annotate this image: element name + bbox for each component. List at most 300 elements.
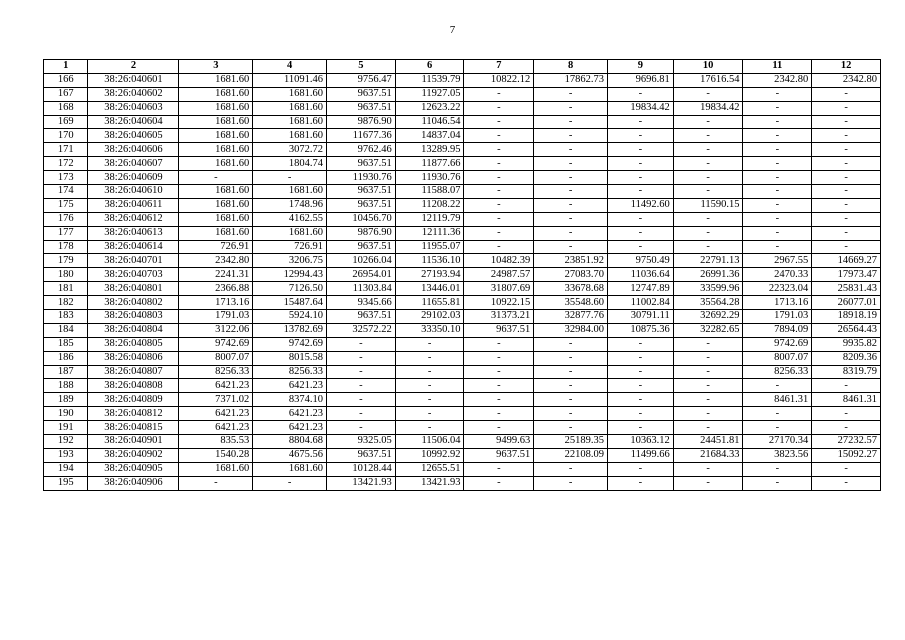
value-cell: 10875.36 (608, 323, 674, 337)
value-cell: - (743, 157, 812, 171)
cadastral-number-cell: 38:26:040905 (88, 462, 179, 476)
value-cell: - (673, 157, 743, 171)
value-cell: 6421.23 (179, 421, 253, 435)
value-cell: 6421.23 (253, 421, 327, 435)
value-cell: 19834.42 (608, 101, 674, 115)
value-cell: 22323.04 (743, 282, 812, 296)
value-cell: - (395, 365, 464, 379)
value-cell: - (608, 212, 674, 226)
value-cell: 9876.90 (327, 115, 396, 129)
value-cell: - (464, 171, 534, 185)
value-cell: - (534, 421, 608, 435)
value-cell: - (534, 351, 608, 365)
value-cell: - (743, 101, 812, 115)
cadastral-number-cell: 38:26:040808 (88, 379, 179, 393)
value-cell: 1681.60 (253, 87, 327, 101)
value-cell: 11539.79 (395, 73, 464, 87)
cadastral-number-cell: 38:26:040610 (88, 185, 179, 199)
cadastral-number-cell: 38:26:040906 (88, 476, 179, 490)
value-cell: 9325.05 (327, 435, 396, 449)
value-cell: 9750.49 (608, 254, 674, 268)
value-cell: 1681.60 (253, 129, 327, 143)
value-cell: 1681.60 (179, 101, 253, 115)
value-cell: 26077.01 (812, 296, 881, 310)
table-row (44, 407, 881, 421)
table-row (44, 115, 881, 129)
value-cell: - (464, 393, 534, 407)
value-cell: 27232.57 (812, 435, 881, 449)
value-cell: 2342.80 (743, 73, 812, 87)
value-cell: - (253, 171, 327, 185)
value-cell: - (534, 407, 608, 421)
table-row (44, 212, 881, 226)
value-cell: 2241.31 (179, 268, 253, 282)
value-cell: - (534, 143, 608, 157)
value-cell: 9637.51 (464, 448, 534, 462)
value-cell: 726.91 (179, 240, 253, 254)
value-cell: 7894.09 (743, 323, 812, 337)
value-cell: 35564.28 (673, 296, 743, 310)
value-cell: - (534, 337, 608, 351)
value-cell: - (464, 462, 534, 476)
value-cell: - (812, 129, 881, 143)
cadastral-number-cell: 38:26:040604 (88, 115, 179, 129)
value-cell: 7126.50 (253, 282, 327, 296)
table-row (44, 435, 881, 449)
value-cell: - (327, 393, 396, 407)
value-cell: 19834.42 (673, 101, 743, 115)
value-cell: 8804.68 (253, 435, 327, 449)
row-number-cell: 170 (44, 129, 88, 143)
value-cell: - (395, 393, 464, 407)
value-cell: - (673, 240, 743, 254)
header-row (44, 60, 881, 74)
value-cell: 17862.73 (534, 73, 608, 87)
column-header: 10 (673, 60, 743, 74)
row-number-cell: 176 (44, 212, 88, 226)
table-row (44, 393, 881, 407)
table-row (44, 87, 881, 101)
value-cell: - (534, 115, 608, 129)
value-cell: 1681.60 (179, 185, 253, 199)
value-cell: - (608, 462, 674, 476)
row-number-cell: 194 (44, 462, 88, 476)
cadastral-number-cell: 38:26:040701 (88, 254, 179, 268)
value-cell: 26564.43 (812, 323, 881, 337)
value-cell: - (327, 337, 396, 351)
value-cell: 9637.51 (327, 240, 396, 254)
cadastral-number-cell: 38:26:040812 (88, 407, 179, 421)
value-cell: 9756.47 (327, 73, 396, 87)
row-number-cell: 173 (44, 171, 88, 185)
value-cell: - (608, 393, 674, 407)
value-cell: - (464, 87, 534, 101)
value-cell: - (327, 365, 396, 379)
value-cell: 1791.03 (179, 310, 253, 324)
value-cell: 3072.72 (253, 143, 327, 157)
value-cell: 13782.69 (253, 323, 327, 337)
value-cell: 11303.84 (327, 282, 396, 296)
value-cell: - (464, 379, 534, 393)
cadastral-number-cell: 38:26:040607 (88, 157, 179, 171)
value-cell: 13289.95 (395, 143, 464, 157)
cadastral-number-cell: 38:26:040602 (88, 87, 179, 101)
value-cell: 12655.51 (395, 462, 464, 476)
column-header: 2 (88, 60, 179, 74)
value-cell: 11036.64 (608, 268, 674, 282)
value-cell: - (327, 421, 396, 435)
table-row (44, 268, 881, 282)
table-row (44, 337, 881, 351)
value-cell: 2470.33 (743, 268, 812, 282)
value-cell: - (608, 87, 674, 101)
value-cell: - (743, 129, 812, 143)
table-row (44, 323, 881, 337)
cadastral-number-cell: 38:26:040902 (88, 448, 179, 462)
table-row (44, 254, 881, 268)
value-cell: - (673, 115, 743, 129)
cadastral-number-cell: 38:26:040802 (88, 296, 179, 310)
value-cell: 24987.57 (464, 268, 534, 282)
value-cell: 8209.36 (812, 351, 881, 365)
value-cell: - (743, 87, 812, 101)
value-cell: 1681.60 (253, 101, 327, 115)
value-cell: - (464, 157, 534, 171)
row-number-cell: 190 (44, 407, 88, 421)
value-cell: 10482.39 (464, 254, 534, 268)
value-cell: - (608, 365, 674, 379)
value-cell: - (534, 101, 608, 115)
cadastral-number-cell: 38:26:040609 (88, 171, 179, 185)
table-row (44, 462, 881, 476)
value-cell: - (395, 337, 464, 351)
value-cell: 10363.12 (608, 435, 674, 449)
value-cell: 10266.04 (327, 254, 396, 268)
value-cell: - (743, 421, 812, 435)
value-cell: - (464, 185, 534, 199)
cadastral-number-cell: 38:26:040801 (88, 282, 179, 296)
value-cell: - (534, 365, 608, 379)
value-cell: 35548.60 (534, 296, 608, 310)
value-cell: 27170.34 (743, 435, 812, 449)
value-cell: - (673, 212, 743, 226)
value-cell: - (464, 115, 534, 129)
cadastral-number-cell: 38:26:040612 (88, 212, 179, 226)
value-cell: - (534, 198, 608, 212)
value-cell: 13421.93 (327, 476, 396, 490)
value-cell: 11492.60 (608, 198, 674, 212)
table-body (44, 73, 881, 490)
value-cell: - (464, 351, 534, 365)
value-cell: - (253, 476, 327, 490)
value-cell: - (464, 101, 534, 115)
value-cell: - (812, 198, 881, 212)
column-header: 3 (179, 60, 253, 74)
value-cell: 32984.00 (534, 323, 608, 337)
value-cell: 8461.31 (743, 393, 812, 407)
table-row (44, 296, 881, 310)
value-cell: 32572.22 (327, 323, 396, 337)
cadastral-number-cell: 38:26:040613 (88, 226, 179, 240)
cadastral-number-cell: 38:26:040815 (88, 421, 179, 435)
value-cell: 23851.92 (534, 254, 608, 268)
value-cell: 8319.79 (812, 365, 881, 379)
value-cell: 1681.60 (179, 143, 253, 157)
value-cell: - (743, 379, 812, 393)
value-cell: 11955.07 (395, 240, 464, 254)
value-cell: 13421.93 (395, 476, 464, 490)
value-cell: - (534, 185, 608, 199)
row-number-cell: 183 (44, 310, 88, 324)
value-cell: 11677.36 (327, 129, 396, 143)
value-cell: - (464, 129, 534, 143)
value-cell: 8461.31 (812, 393, 881, 407)
value-cell: - (464, 476, 534, 490)
value-cell: 8015.58 (253, 351, 327, 365)
value-cell: - (673, 462, 743, 476)
value-cell: - (673, 407, 743, 421)
table-row (44, 351, 881, 365)
row-number-cell: 195 (44, 476, 88, 490)
value-cell: - (534, 157, 608, 171)
value-cell: - (673, 365, 743, 379)
table-row (44, 476, 881, 490)
table-row (44, 185, 881, 199)
value-cell: 1681.60 (179, 198, 253, 212)
value-cell: - (743, 171, 812, 185)
row-number-cell: 172 (44, 157, 88, 171)
value-cell: 26991.36 (673, 268, 743, 282)
value-cell: - (327, 351, 396, 365)
row-number-cell: 167 (44, 87, 88, 101)
value-cell: - (812, 143, 881, 157)
value-cell: 11091.46 (253, 73, 327, 87)
row-number-cell: 174 (44, 185, 88, 199)
value-cell: 22791.13 (673, 254, 743, 268)
table-row (44, 226, 881, 240)
table-row (44, 171, 881, 185)
value-cell: - (743, 143, 812, 157)
value-cell: 8007.07 (179, 351, 253, 365)
column-header: 5 (327, 60, 396, 74)
value-cell: 14669.27 (812, 254, 881, 268)
table-row (44, 310, 881, 324)
value-cell: 27083.70 (534, 268, 608, 282)
value-cell: 11499.66 (608, 448, 674, 462)
value-cell: 24451.81 (673, 435, 743, 449)
value-cell: - (534, 379, 608, 393)
value-cell: 17973.47 (812, 268, 881, 282)
table-row (44, 73, 881, 87)
value-cell: - (673, 351, 743, 365)
value-cell: 726.91 (253, 240, 327, 254)
row-number-cell: 180 (44, 268, 88, 282)
value-cell: - (395, 379, 464, 393)
value-cell: 9345.66 (327, 296, 396, 310)
value-cell: 33350.10 (395, 323, 464, 337)
value-cell: 8256.33 (179, 365, 253, 379)
data-table (43, 59, 881, 491)
cadastral-number-cell: 38:26:040611 (88, 198, 179, 212)
value-cell: - (673, 185, 743, 199)
value-cell: - (743, 407, 812, 421)
row-number-cell: 191 (44, 421, 88, 435)
row-number-cell: 182 (44, 296, 88, 310)
value-cell: - (743, 185, 812, 199)
value-cell: 9637.51 (327, 87, 396, 101)
value-cell: - (673, 129, 743, 143)
row-number-cell: 168 (44, 101, 88, 115)
value-cell: 11655.81 (395, 296, 464, 310)
cadastral-number-cell: 38:26:040601 (88, 73, 179, 87)
value-cell: - (673, 171, 743, 185)
value-cell: 5924.10 (253, 310, 327, 324)
cadastral-number-cell: 38:26:040805 (88, 337, 179, 351)
value-cell: 12111.36 (395, 226, 464, 240)
row-number-cell: 189 (44, 393, 88, 407)
value-cell: - (395, 351, 464, 365)
value-cell: - (534, 476, 608, 490)
value-cell: - (608, 421, 674, 435)
value-cell: - (395, 407, 464, 421)
value-cell: 2342.80 (812, 73, 881, 87)
value-cell: - (673, 337, 743, 351)
value-cell: - (179, 476, 253, 490)
value-cell: 11046.54 (395, 115, 464, 129)
value-cell: - (464, 407, 534, 421)
value-cell: 6421.23 (179, 407, 253, 421)
value-cell: 11588.07 (395, 185, 464, 199)
value-cell: 4162.55 (253, 212, 327, 226)
value-cell: 11536.10 (395, 254, 464, 268)
value-cell: 10992.92 (395, 448, 464, 462)
value-cell: 6421.23 (179, 379, 253, 393)
value-cell: 10922.15 (464, 296, 534, 310)
value-cell: - (534, 87, 608, 101)
value-cell: 9876.90 (327, 226, 396, 240)
value-cell: 12747.89 (608, 282, 674, 296)
column-header: 11 (743, 60, 812, 74)
row-number-cell: 175 (44, 198, 88, 212)
column-header: 1 (44, 60, 88, 74)
cadastral-number-cell: 38:26:040603 (88, 101, 179, 115)
table-row (44, 129, 881, 143)
column-header: 4 (253, 60, 327, 74)
value-cell: 1748.96 (253, 198, 327, 212)
value-cell: - (743, 462, 812, 476)
value-cell: 9499.63 (464, 435, 534, 449)
value-cell: 1681.60 (179, 226, 253, 240)
value-cell: 1681.60 (179, 129, 253, 143)
value-cell: 8256.33 (743, 365, 812, 379)
row-number-cell: 193 (44, 448, 88, 462)
value-cell: 1681.60 (253, 185, 327, 199)
value-cell: - (673, 143, 743, 157)
value-cell: 2342.80 (179, 254, 253, 268)
value-cell: - (812, 115, 881, 129)
table-row (44, 379, 881, 393)
value-cell: - (812, 157, 881, 171)
value-cell: - (534, 240, 608, 254)
cadastral-number-cell: 38:26:040901 (88, 435, 179, 449)
value-cell: 3823.56 (743, 448, 812, 462)
value-cell: 11930.76 (395, 171, 464, 185)
value-cell: - (327, 379, 396, 393)
value-cell: 9637.51 (327, 448, 396, 462)
table-row (44, 448, 881, 462)
column-header: 12 (812, 60, 881, 74)
row-number-cell: 177 (44, 226, 88, 240)
cadastral-number-cell: 38:26:040703 (88, 268, 179, 282)
value-cell: 11927.05 (395, 87, 464, 101)
value-cell: - (534, 462, 608, 476)
value-cell: 9637.51 (327, 310, 396, 324)
value-cell: 32692.29 (673, 310, 743, 324)
value-cell: 21684.33 (673, 448, 743, 462)
row-number-cell: 166 (44, 73, 88, 87)
value-cell: - (673, 379, 743, 393)
value-cell: - (464, 365, 534, 379)
table-row (44, 198, 881, 212)
value-cell: 9637.51 (464, 323, 534, 337)
value-cell: 9637.51 (327, 101, 396, 115)
value-cell: 6421.23 (253, 407, 327, 421)
value-cell: 1681.60 (253, 226, 327, 240)
cadastral-number-cell: 38:26:040614 (88, 240, 179, 254)
value-cell: - (608, 226, 674, 240)
value-cell: - (812, 240, 881, 254)
value-cell: 10128.44 (327, 462, 396, 476)
value-cell: - (673, 87, 743, 101)
value-cell: 9742.69 (743, 337, 812, 351)
value-cell: - (812, 212, 881, 226)
value-cell: 9742.69 (179, 337, 253, 351)
row-number-cell: 186 (44, 351, 88, 365)
value-cell: - (608, 143, 674, 157)
value-cell: - (464, 226, 534, 240)
row-number-cell: 184 (44, 323, 88, 337)
value-cell: - (673, 476, 743, 490)
value-cell: 12119.79 (395, 212, 464, 226)
value-cell: 15092.27 (812, 448, 881, 462)
value-cell: 1791.03 (743, 310, 812, 324)
value-cell: 3206.75 (253, 254, 327, 268)
value-cell: 1804.74 (253, 157, 327, 171)
value-cell: 9637.51 (327, 198, 396, 212)
value-cell: - (608, 407, 674, 421)
value-cell: 1681.60 (179, 115, 253, 129)
value-cell: - (608, 157, 674, 171)
cadastral-number-cell: 38:26:040807 (88, 365, 179, 379)
value-cell: - (812, 87, 881, 101)
value-cell: - (534, 393, 608, 407)
value-cell: - (812, 379, 881, 393)
value-cell: 1713.16 (743, 296, 812, 310)
value-cell: 15487.64 (253, 296, 327, 310)
value-cell: 3122.06 (179, 323, 253, 337)
value-cell: - (743, 212, 812, 226)
value-cell: 9637.51 (327, 185, 396, 199)
value-cell: - (464, 198, 534, 212)
value-cell: 1681.60 (179, 87, 253, 101)
table-row (44, 157, 881, 171)
row-number-cell: 169 (44, 115, 88, 129)
value-cell: 1681.60 (179, 462, 253, 476)
table-row (44, 365, 881, 379)
value-cell: - (608, 115, 674, 129)
value-cell: 32282.65 (673, 323, 743, 337)
column-header: 7 (464, 60, 534, 74)
